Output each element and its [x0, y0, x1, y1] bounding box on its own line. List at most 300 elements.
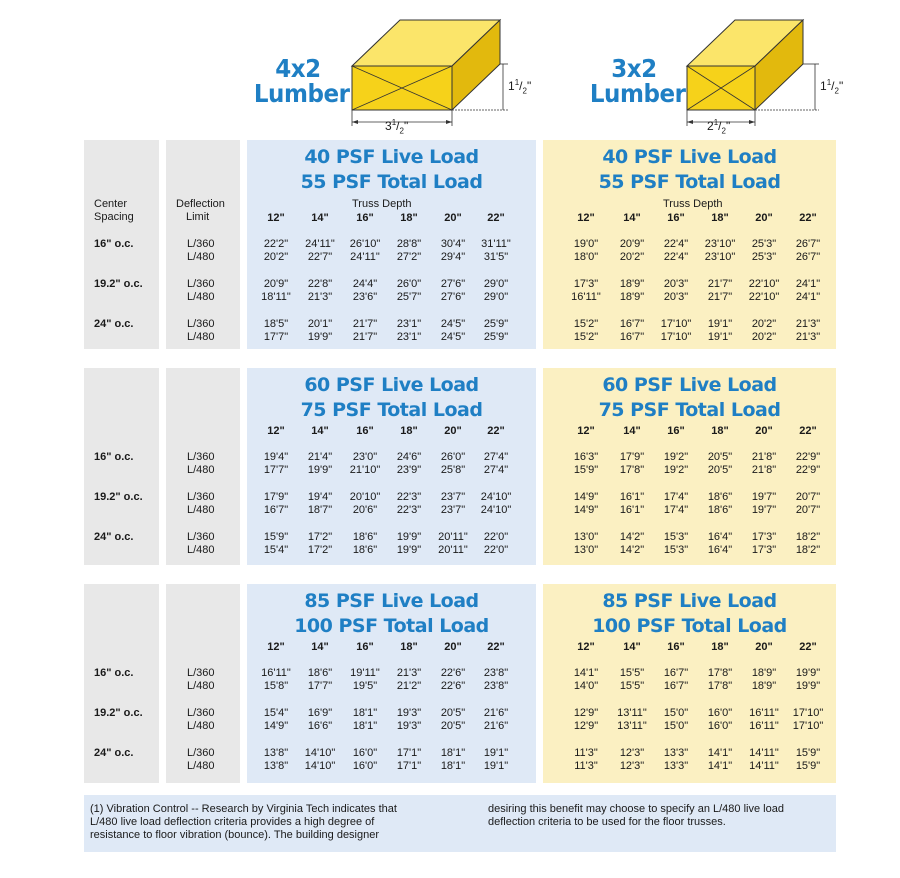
yellow-load-title [543, 145, 836, 195]
span-value: 17'10" [792, 720, 824, 732]
span-value: 13'8" [263, 760, 289, 772]
lumber-4x2-size: 4x2 [275, 54, 321, 83]
span-value: 17'3" [751, 531, 777, 543]
span-value: 17'4" [663, 491, 689, 503]
span-value: 19'1" [707, 318, 733, 330]
depth-header: 18" [400, 641, 418, 653]
span-value: 20'2" [751, 331, 777, 343]
load-title-line: 100 PSF Total Load [592, 615, 787, 637]
span-value: 15'8" [263, 680, 289, 692]
span-value: 15'9" [795, 747, 821, 759]
span-value: 23'10" [704, 251, 736, 263]
span-value: 20'3" [663, 291, 689, 303]
depth-header: 12" [577, 425, 595, 437]
span-value: 20'11" [438, 531, 468, 543]
span-value: 23'1" [396, 331, 422, 343]
span-value: 16'7" [619, 318, 645, 330]
span-value: 18'9" [751, 680, 777, 692]
lumber-4x2-width-label: $3^1/_2$" [385, 118, 409, 136]
deflection-limit: L/480 [187, 544, 215, 556]
span-value: 27'2" [396, 251, 422, 263]
lumber-3x2-word: Lumber [589, 79, 686, 108]
span-value: 15'9" [795, 760, 821, 772]
yellow-load-title [543, 589, 836, 639]
span-value: 19'1" [483, 760, 509, 772]
span-value: 22'10" [748, 278, 780, 290]
lumber-3x2-title [589, 54, 686, 108]
span-value: 17'8" [619, 464, 645, 476]
span-value: 22'0" [483, 544, 509, 556]
depth-header: 14" [311, 425, 329, 437]
span-value: 24'10" [480, 491, 512, 503]
span-value: 16'0" [707, 720, 733, 732]
span-value: 16'1" [619, 504, 645, 516]
footnote-line: L/480 live load deflection criteria provides a high degree of [90, 816, 375, 828]
span-value: 19'0" [573, 238, 599, 250]
depth-header: 18" [400, 425, 418, 437]
span-value: 22'9" [795, 451, 821, 463]
span-value: 19'9" [396, 531, 422, 543]
depth-header: 20" [755, 425, 773, 437]
span-value: 18'9" [619, 278, 645, 290]
span-value: 16'11" [261, 667, 291, 679]
span-value: 16'7" [663, 680, 689, 692]
span-value: 20'6" [352, 504, 378, 516]
span-value: 21'6" [483, 707, 509, 719]
span-value: 15'3" [663, 531, 689, 543]
blue-load-title [247, 589, 536, 639]
span-value: 24'5" [440, 318, 466, 330]
span-value: 19'3" [396, 720, 422, 732]
span-value: 20'5" [440, 720, 466, 732]
span-value: 27'6" [440, 291, 466, 303]
span-value: 25'3" [751, 238, 777, 250]
span-value: 30'4" [440, 238, 466, 250]
span-value: 22'10" [748, 291, 780, 303]
span-value: 21'7" [352, 318, 378, 330]
span-value: 15'0" [663, 707, 689, 719]
span-value: 15'4" [263, 544, 289, 556]
span-value: 22'6" [440, 667, 466, 679]
span-value: 21'4" [307, 451, 333, 463]
lumber-3x2-width-label: $2^1/_2$" [707, 118, 731, 136]
span-value: 21'2" [396, 680, 422, 692]
span-value: 18'1" [352, 707, 378, 719]
span-value: 26'10" [349, 238, 381, 250]
span-value: 19'9" [307, 331, 333, 343]
span-value: 16'0" [352, 760, 378, 772]
span-value: 17'1" [396, 747, 422, 759]
span-value: 19'9" [307, 464, 333, 476]
depth-header: 16" [667, 425, 685, 437]
deflection-limit: L/360 [187, 238, 215, 250]
span-value: 20'11" [438, 544, 468, 556]
truss-depth-label: Truss Depth [352, 198, 412, 210]
span-value: 22'6" [440, 680, 466, 692]
span-value: 17'4" [663, 504, 689, 516]
span-value: 25'9" [483, 318, 509, 330]
depth-header: 18" [711, 212, 729, 224]
span-value: 21'10" [349, 464, 381, 476]
deflection-limit: L/480 [187, 464, 215, 476]
span-value: 19'7" [751, 491, 777, 503]
span-value: 19'4" [307, 491, 333, 503]
span-value: 12'3" [619, 747, 645, 759]
depth-header: 22" [799, 425, 817, 437]
span-value: 18'6" [707, 491, 733, 503]
depth-header: 16" [667, 212, 685, 224]
deflection-label-2: Limit [186, 211, 210, 223]
span-value: 14'1" [573, 667, 599, 679]
span-value: 16'6" [307, 720, 333, 732]
span-value: 18'6" [352, 544, 378, 556]
span-value: 25'8" [440, 464, 466, 476]
span-value: 16'9" [307, 707, 333, 719]
span-value: 14'2" [619, 531, 645, 543]
span-value: 24'1" [795, 278, 821, 290]
depth-header: 18" [711, 641, 729, 653]
span-value: 23'1" [396, 318, 422, 330]
depth-header: 22" [799, 641, 817, 653]
span-value: 20'3" [663, 278, 689, 290]
span-value: 18'1" [440, 760, 466, 772]
depth-header: 12" [267, 641, 285, 653]
span-value: 15'5" [619, 680, 645, 692]
span-value: 17'3" [751, 544, 777, 556]
span-value: 19'4" [263, 451, 289, 463]
truss-depth-label: Truss Depth [663, 198, 723, 210]
span-value: 21'3" [307, 291, 333, 303]
span-value: 22'3" [396, 491, 422, 503]
span-value: 15'2" [573, 331, 599, 343]
deflection-limit: L/360 [187, 667, 215, 679]
deflection-limit: L/360 [187, 451, 215, 463]
depth-header: 12" [577, 641, 595, 653]
deflection-limit: L/480 [187, 680, 215, 692]
span-value: 17'3" [573, 278, 599, 290]
span-value: 20'7" [795, 504, 821, 516]
span-value: 22'2" [263, 238, 289, 250]
load-title-line: 40 PSF Live Load [304, 146, 479, 168]
span-value: 19'9" [795, 680, 821, 692]
depth-header: 14" [623, 212, 641, 224]
depth-header: 20" [444, 425, 462, 437]
span-value: 22'8" [307, 278, 333, 290]
span-value: 17'2" [307, 531, 333, 543]
span-value: 21'3" [795, 318, 821, 330]
span-value: 16'11" [749, 720, 779, 732]
span-value: 17'7" [263, 331, 289, 343]
span-value: 22'0" [483, 531, 509, 543]
span-value: 20'9" [263, 278, 289, 290]
span-value: 15'9" [573, 464, 599, 476]
span-value: 18'2" [795, 531, 821, 543]
span-value: 17'10" [660, 318, 692, 330]
span-value: 24'6" [396, 451, 422, 463]
depth-header: 14" [623, 641, 641, 653]
span-value: 18'7" [307, 504, 333, 516]
span-value: 19'11" [350, 667, 380, 679]
span-value: 15'2" [573, 318, 599, 330]
span-value: 14'2" [619, 544, 645, 556]
span-value: 12'9" [573, 707, 599, 719]
depth-header: 12" [267, 212, 285, 224]
span-value: 23'9" [396, 464, 422, 476]
spacing-label: 16" o.c. [94, 667, 134, 679]
span-value: 13'11" [617, 707, 647, 719]
span-value: 18'0" [573, 251, 599, 263]
span-value: 24'4" [352, 278, 378, 290]
span-value: 25'3" [751, 251, 777, 263]
span-value: 25'7" [396, 291, 422, 303]
span-value: 21'8" [751, 464, 777, 476]
span-value: 15'9" [263, 531, 289, 543]
deflection-limit: L/480 [187, 291, 215, 303]
span-value: 19'2" [663, 464, 689, 476]
spacing-label: 19.2" o.c. [94, 278, 143, 290]
depth-header: 12" [577, 212, 595, 224]
deflection-limit: L/480 [187, 720, 215, 732]
footnote-line: desiring this benefit may choose to specify an L/480 live load [488, 803, 784, 815]
span-value: 14'11" [749, 747, 779, 759]
span-value: 19'1" [707, 331, 733, 343]
spacing-label: 24" o.c. [94, 747, 134, 759]
depth-header: 22" [487, 212, 505, 224]
span-value: 21'7" [707, 291, 733, 303]
depth-header: 22" [487, 425, 505, 437]
span-value: 18'5" [263, 318, 289, 330]
span-value: 17'10" [660, 331, 692, 343]
span-value: 22'3" [396, 504, 422, 516]
span-value: 14'1" [707, 760, 733, 772]
deflection-label-1: Deflection [176, 198, 225, 210]
spacing-label: 24" o.c. [94, 531, 134, 543]
span-value: 18'9" [619, 291, 645, 303]
span-value: 18'6" [307, 667, 333, 679]
span-value: 12'9" [573, 720, 599, 732]
span-value: 14'10" [304, 747, 336, 759]
deflection-limit: L/360 [187, 747, 215, 759]
footnote-panel [84, 795, 836, 852]
span-value: 26'0" [440, 451, 466, 463]
deflection-limit: L/360 [187, 278, 215, 290]
span-value: 16'11" [749, 707, 779, 719]
span-value: 26'0" [396, 278, 422, 290]
span-value: 27'4" [483, 451, 509, 463]
span-value: 19'9" [795, 667, 821, 679]
span-value: 13'0" [573, 544, 599, 556]
span-value: 16'1" [619, 491, 645, 503]
blue-load-title [247, 145, 536, 195]
span-value: 16'3" [573, 451, 599, 463]
span-value: 24'11" [350, 251, 380, 263]
span-value: 24'10" [480, 504, 512, 516]
span-value: 14'0" [573, 680, 599, 692]
span-value: 16'7" [663, 667, 689, 679]
span-value: 20'5" [707, 464, 733, 476]
deflection-limit: L/360 [187, 531, 215, 543]
load-title-line: 75 PSF Total Load [598, 399, 781, 421]
span-value: 18'1" [440, 747, 466, 759]
span-value: 16'0" [707, 707, 733, 719]
span-value: 22'4" [663, 251, 689, 263]
span-value: 19'2" [663, 451, 689, 463]
span-value: 15'3" [663, 544, 689, 556]
load-title-line: 85 PSF Live Load [602, 590, 777, 612]
span-value: 29'0" [483, 291, 509, 303]
span-value: 22'7" [307, 251, 333, 263]
span-value: 29'0" [483, 278, 509, 290]
footnote-col2 [488, 803, 833, 829]
depth-header: 16" [356, 641, 374, 653]
span-value: 16'0" [352, 747, 378, 759]
lumber-4x2-word: Lumber [253, 79, 350, 108]
span-value: 23'7" [440, 504, 466, 516]
span-value: 13'8" [263, 747, 289, 759]
span-value: 26'7" [795, 238, 821, 250]
span-value: 18'11" [261, 291, 291, 303]
load-title-line: 100 PSF Total Load [294, 615, 489, 637]
span-value: 15'5" [619, 667, 645, 679]
span-value: 14'10" [304, 760, 336, 772]
deflection-limit: L/480 [187, 251, 215, 263]
span-value: 24'1" [795, 291, 821, 303]
span-value: 27'6" [440, 278, 466, 290]
lumber-4x2-height-label: $1^1/_2$" [508, 78, 532, 96]
depth-header: 14" [311, 212, 329, 224]
span-value: 20'1" [307, 318, 333, 330]
footnote-line: (1) Vibration Control -- Research by Virginia Tech indicates that [90, 803, 397, 815]
load-title-line: 85 PSF Live Load [304, 590, 479, 612]
footnote-line: deflection criteria to be used for the floor trusses. [488, 816, 726, 828]
span-value: 16'4" [707, 531, 733, 543]
span-value: 14'11" [749, 760, 779, 772]
span-value: 11'3" [574, 760, 598, 772]
lumber-4x2-diagram [340, 14, 510, 144]
depth-header: 16" [667, 641, 685, 653]
span-value: 12'3" [619, 760, 645, 772]
load-title-line: 75 PSF Total Load [300, 399, 483, 421]
span-value: 13'11" [617, 720, 647, 732]
depth-header: 16" [356, 425, 374, 437]
spacing-label: 19.2" o.c. [94, 707, 143, 719]
span-value: 19'5" [352, 680, 378, 692]
span-value: 16'4" [707, 544, 733, 556]
span-value: 20'2" [263, 251, 289, 263]
span-value: 21'7" [707, 278, 733, 290]
span-value: 24'5" [440, 331, 466, 343]
span-value: 14'1" [707, 747, 733, 759]
span-value: 18'6" [707, 504, 733, 516]
span-value: 17'9" [619, 451, 645, 463]
load-title-line: 40 PSF Live Load [602, 146, 777, 168]
span-value: 23'8" [483, 680, 509, 692]
depth-header: 20" [755, 212, 773, 224]
span-value: 20'10" [349, 491, 381, 503]
span-value: 16'7" [263, 504, 289, 516]
span-value: 17'9" [263, 491, 289, 503]
span-value: 17'7" [307, 680, 333, 692]
depth-header: 20" [444, 641, 462, 653]
span-value: 17'2" [307, 544, 333, 556]
span-value: 21'6" [483, 720, 509, 732]
span-value: 24'11" [305, 238, 335, 250]
span-value: 13'3" [663, 760, 689, 772]
span-value: 31'11" [481, 238, 511, 250]
lumber-4x2-title [253, 54, 350, 108]
depth-header: 18" [711, 425, 729, 437]
load-title-line: 60 PSF Live Load [602, 374, 777, 396]
span-value: 17'10" [792, 707, 824, 719]
span-value: 22'4" [663, 238, 689, 250]
span-value: 29'4" [440, 251, 466, 263]
span-value: 19'3" [396, 707, 422, 719]
span-value: 18'1" [352, 720, 378, 732]
deflection-limit: L/360 [187, 707, 215, 719]
span-value: 13'0" [573, 531, 599, 543]
span-value: 23'8" [483, 667, 509, 679]
span-value: 18'9" [751, 667, 777, 679]
load-title-line: 55 PSF Total Load [598, 171, 781, 193]
span-value: 17'8" [707, 667, 733, 679]
deflection-limit: L/360 [187, 491, 215, 503]
spacing-label: 16" o.c. [94, 238, 134, 250]
load-title-line: 55 PSF Total Load [300, 171, 483, 193]
depth-header: 12" [267, 425, 285, 437]
lumber-3x2-size: 3x2 [611, 54, 657, 83]
depth-header: 16" [356, 212, 374, 224]
span-value: 20'5" [440, 707, 466, 719]
span-value: 20'9" [619, 238, 645, 250]
center-spacing-label-1: Center [94, 198, 128, 210]
footnote-col1 [90, 803, 480, 842]
center-spacing-label-2: Spacing [94, 211, 134, 223]
span-value: 21'3" [396, 667, 422, 679]
spacing-label: 16" o.c. [94, 451, 134, 463]
span-value: 23'6" [352, 291, 378, 303]
depth-header: 22" [487, 641, 505, 653]
deflection-limit: L/480 [187, 331, 215, 343]
deflection-limit: L/480 [187, 760, 215, 772]
depth-header: 18" [400, 212, 418, 224]
depth-header: 22" [799, 212, 817, 224]
deflection-limit: L/480 [187, 504, 215, 516]
span-value: 17'1" [396, 760, 422, 772]
lumber-3x2-height-label: $1^1/_2$" [820, 78, 844, 96]
span-value: 21'8" [751, 451, 777, 463]
span-value: 20'7" [795, 491, 821, 503]
span-value: 27'4" [483, 464, 509, 476]
span-value: 14'9" [573, 504, 599, 516]
span-value: 23'10" [704, 238, 736, 250]
span-value: 20'5" [707, 451, 733, 463]
span-value: 21'7" [352, 331, 378, 343]
spacing-label: 19.2" o.c. [94, 491, 143, 503]
spacing-label: 24" o.c. [94, 318, 134, 330]
span-value: 18'2" [795, 544, 821, 556]
span-value: 19'1" [483, 747, 509, 759]
span-value: 18'6" [352, 531, 378, 543]
span-value: 28'8" [396, 238, 422, 250]
footnote-line: resistance to floor vibration (bounce). The building designer [90, 829, 380, 841]
span-value: 17'7" [263, 464, 289, 476]
yellow-load-title [543, 373, 836, 423]
span-value: 31'5" [483, 251, 509, 263]
span-value: 13'3" [663, 747, 689, 759]
span-value: 22'9" [795, 464, 821, 476]
span-value: 14'9" [263, 720, 289, 732]
span-value: 26'7" [795, 251, 821, 263]
